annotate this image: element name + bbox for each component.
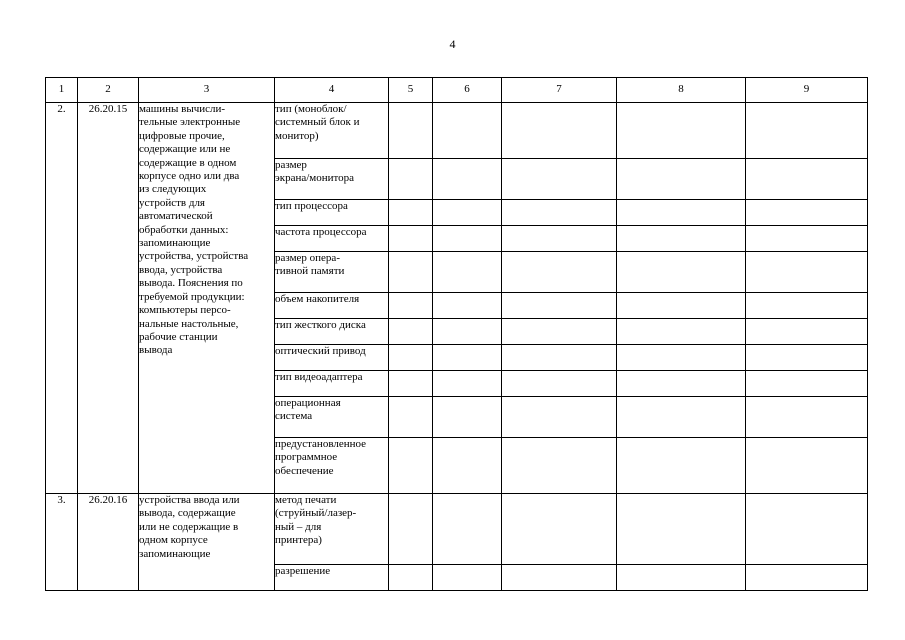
header-row: [46, 78, 868, 103]
empty-cell: [502, 200, 617, 226]
description-line: вывода. Пояснения по: [139, 277, 243, 290]
description-line: вывода: [139, 344, 173, 357]
empty-cell: [746, 438, 868, 494]
characteristic-line: размер: [275, 159, 307, 171]
empty-cell: [502, 226, 617, 252]
characteristic-cell: [275, 252, 389, 293]
empty-cell: [433, 494, 502, 565]
characteristic-cell: [275, 345, 389, 371]
characteristic-line: (струйный/лазер-: [275, 507, 357, 520]
empty-cell: [389, 200, 433, 226]
characteristic-cell: [275, 397, 389, 438]
header-cell: 7: [502, 78, 617, 103]
empty-cell: [502, 103, 617, 159]
empty-cell: [617, 371, 746, 397]
description-line: обработки данных:: [139, 223, 229, 236]
characteristic-cell: [275, 494, 389, 565]
description-line: запоминающие: [139, 237, 211, 250]
empty-cell: [502, 293, 617, 319]
characteristic-line: тип видеоадаптера: [275, 371, 363, 383]
characteristic-cell: [275, 319, 389, 345]
product-description: [139, 103, 275, 494]
okpd-code: 26.20.16: [78, 494, 139, 591]
empty-cell: [746, 226, 868, 252]
empty-cell: [502, 159, 617, 200]
empty-cell: [617, 397, 746, 438]
description-line: устройства, устройства: [139, 250, 249, 263]
empty-cell: [617, 319, 746, 345]
empty-cell: [746, 319, 868, 345]
description-line: устройств для: [139, 196, 205, 209]
characteristic-line: тип (моноблок/: [275, 103, 347, 115]
empty-cell: [746, 200, 868, 226]
empty-cell: [617, 103, 746, 159]
header-cell: 1: [46, 78, 78, 103]
empty-cell: [746, 293, 868, 319]
empty-cell: [746, 565, 868, 591]
empty-cell: [389, 397, 433, 438]
empty-cell: [746, 371, 868, 397]
header-cell: 3: [139, 78, 275, 103]
empty-cell: [389, 494, 433, 565]
characteristic-line: экрана/монитора: [275, 172, 355, 185]
description-line: вывода, содержащие: [139, 507, 236, 520]
empty-cell: [746, 252, 868, 293]
description-line: корпусе одно или два: [139, 170, 240, 183]
characteristic-line: обеспечение: [275, 464, 334, 477]
description-line: одном корпусе: [139, 534, 208, 547]
characteristic-cell: [275, 200, 389, 226]
empty-cell: [389, 565, 433, 591]
characteristic-line: предустановленное: [275, 438, 367, 450]
empty-cell: [433, 345, 502, 371]
empty-cell: [617, 293, 746, 319]
description-line: требуемой продукции:: [139, 290, 245, 303]
empty-cell: [389, 103, 433, 159]
description-line: тельные электронные: [139, 116, 241, 129]
characteristic-line: тип процессора: [275, 200, 348, 212]
empty-cell: [746, 159, 868, 200]
empty-cell: [746, 345, 868, 371]
description-line: запоминающие: [139, 547, 211, 560]
empty-cell: [502, 345, 617, 371]
description-line: цифровые прочие,: [139, 129, 225, 142]
table-row: [46, 494, 868, 565]
empty-cell: [433, 226, 502, 252]
row-number: 3.: [46, 494, 78, 591]
description-line: ввода, устройства: [139, 263, 223, 276]
description-line: или не содержащие в: [139, 520, 239, 533]
empty-cell: [433, 319, 502, 345]
empty-cell: [502, 397, 617, 438]
characteristic-line: программное: [275, 451, 338, 464]
empty-cell: [433, 200, 502, 226]
header-cell: 5: [389, 78, 433, 103]
characteristic-line: частота процессора: [275, 226, 367, 238]
row-number: 2.: [46, 103, 78, 494]
characteristic-line: принтера): [275, 534, 322, 547]
characteristic-line: метод печати: [275, 494, 337, 506]
description-line: содержащие в одном: [139, 156, 237, 169]
empty-cell: [433, 371, 502, 397]
description-line: рабочие станции: [139, 330, 218, 343]
empty-cell: [433, 252, 502, 293]
description-line: компьютеры персо-: [139, 304, 231, 317]
characteristic-line: оптический привод: [275, 345, 366, 357]
empty-cell: [389, 438, 433, 494]
empty-cell: [433, 103, 502, 159]
characteristic-line: объем накопителя: [275, 293, 360, 305]
empty-cell: [617, 565, 746, 591]
empty-cell: [746, 103, 868, 159]
characteristic-line: монитор): [275, 129, 319, 142]
characteristic-line: тивной памяти: [275, 265, 345, 278]
characteristic-cell: [275, 159, 389, 200]
empty-cell: [617, 252, 746, 293]
empty-cell: [433, 397, 502, 438]
empty-cell: [617, 438, 746, 494]
empty-cell: [389, 319, 433, 345]
characteristic-cell: [275, 371, 389, 397]
empty-cell: [389, 293, 433, 319]
empty-cell: [746, 397, 868, 438]
description-line: машины вычисли-: [139, 103, 226, 115]
empty-cell: [617, 159, 746, 200]
header-cell: 9: [746, 78, 868, 103]
description-line: нальные настольные,: [139, 317, 239, 330]
procurement-table: [45, 77, 868, 591]
characteristic-cell: [275, 226, 389, 252]
okpd-code: 26.20.15: [78, 103, 139, 494]
characteristic-cell: [275, 103, 389, 159]
characteristic-line: тип жесткого диска: [275, 319, 366, 331]
empty-cell: [389, 371, 433, 397]
empty-cell: [502, 252, 617, 293]
characteristic-line: операционная: [275, 397, 341, 409]
description-line: содержащие или не: [139, 143, 231, 156]
characteristic-line: ный – для: [275, 520, 322, 533]
description-line: автоматической: [139, 210, 213, 223]
empty-cell: [502, 371, 617, 397]
empty-cell: [746, 494, 868, 565]
header-cell: 8: [617, 78, 746, 103]
header-cell: 4: [275, 78, 389, 103]
product-description: [139, 494, 275, 591]
table-row: [46, 103, 868, 159]
empty-cell: [502, 494, 617, 565]
empty-cell: [433, 293, 502, 319]
empty-cell: [433, 438, 502, 494]
empty-cell: [502, 319, 617, 345]
description-line: устройства ввода или: [139, 494, 240, 506]
characteristic-cell: [275, 293, 389, 319]
empty-cell: [502, 438, 617, 494]
characteristic-cell: [275, 565, 389, 591]
characteristic-line: системный блок и: [275, 116, 360, 129]
header-cell: 2: [78, 78, 139, 103]
characteristic-line: система: [275, 410, 313, 423]
characteristic-line: разрешение: [275, 565, 331, 577]
empty-cell: [617, 494, 746, 565]
empty-cell: [502, 565, 617, 591]
description-line: из следующих: [139, 183, 207, 196]
empty-cell: [389, 226, 433, 252]
characteristic-line: размер опера-: [275, 252, 340, 264]
empty-cell: [389, 159, 433, 200]
empty-cell: [617, 345, 746, 371]
empty-cell: [433, 159, 502, 200]
characteristic-cell: [275, 438, 389, 494]
header-cell: 6: [433, 78, 502, 103]
page-number: 4: [449, 37, 456, 51]
empty-cell: [389, 345, 433, 371]
empty-cell: [389, 252, 433, 293]
empty-cell: [617, 200, 746, 226]
empty-cell: [433, 565, 502, 591]
empty-cell: [617, 226, 746, 252]
